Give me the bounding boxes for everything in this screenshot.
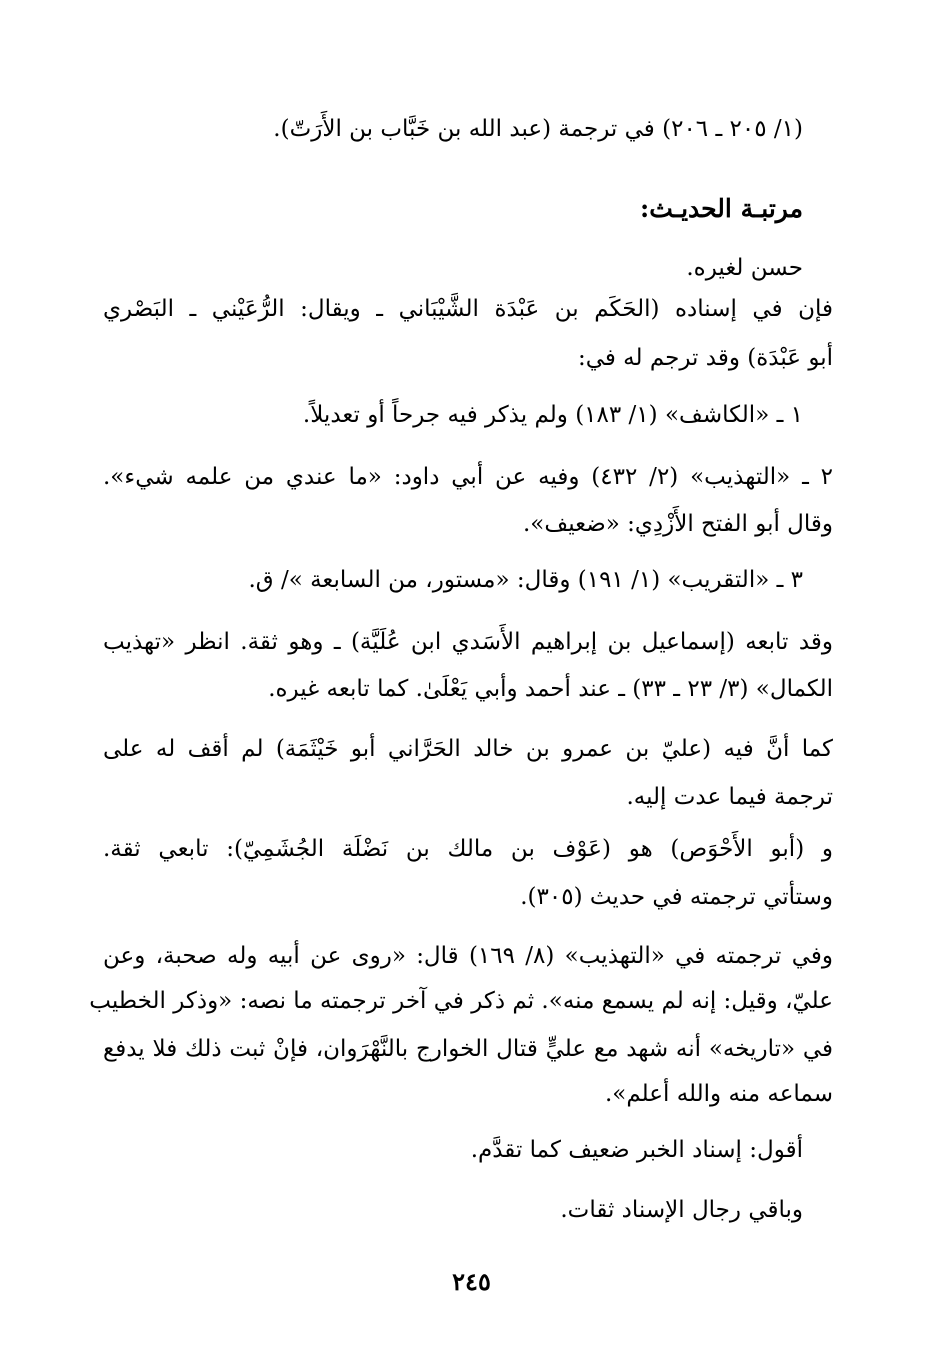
- paragraph-line: فإن في إسناده (الحَكَم بن عَبْدَة الشَّيْبَاني ـ ويقال: الرُّعَيْني ـ البَصْري: [103, 296, 833, 322]
- list-item-2-continuation: وقال أبو الفتح الأَزْدِي: «ضعيف».: [523, 511, 833, 537]
- conclusion-line: وباقي رجال الإسناد ثقات.: [560, 1197, 803, 1223]
- list-item-1: ١ ـ «الكاشف» (١/ ١٨٣) ولم يذكر فيه جرحاً أو تعديلاً.: [302, 402, 803, 428]
- paragraph-line: عليّ، وقيل: إنه لم يسمع منه». ثم ذكر في آخر ترجمته ما نصه: «وذكر الخطيب: [89, 988, 833, 1014]
- grade-line: حسن لغيره.: [686, 255, 803, 281]
- page-number: ٢٤٥: [452, 1267, 491, 1296]
- paragraph-line: سماعه منه والله أعلم».: [604, 1081, 833, 1107]
- paragraph-line: وقد تابعه (إسماعيل بن إبراهيم الأَسَدي ابن عُلَيَّة) ـ وهو ثقة. انظر «تهذيب: [103, 629, 833, 655]
- paragraph-line: ترجمة فيما عدت إليه.: [626, 784, 833, 810]
- paragraph-line: كما أنَّ فيه (عليّ بن عمرو بن خالد الحَرَّاني أبو خَيْثَمَة) لم أقف له على: [103, 736, 833, 762]
- paragraph-line: وفي ترجمته في «التهذيب» (٨/ ١٦٩) قال: «روى عن أبيه وله صحبة، وعن: [103, 943, 833, 969]
- citation-line: (١/ ٢٠٥ ـ ٢٠٦) في ترجمة (عبد الله بن خَبَّاب بن الأَرَتّ).: [273, 116, 803, 142]
- paragraph-line: في «تاريخه» أنه شهد مع عليٍّ قتال الخوارج بالنَّهْرَوان، فإنْ ثبت ذلك فلا يدفع: [103, 1036, 833, 1062]
- section-heading: مرتبـة الحديـث:: [639, 194, 803, 223]
- paragraph-line: الكمال» (٣/ ٢٣ ـ ٣٣) ـ عند أحمد وأبي يَعْلَىٰ. كما تابعه غيره.: [268, 676, 833, 702]
- conclusion-line: أقول: إسناد الخبر ضعيف كما تقدَّم.: [470, 1137, 803, 1163]
- list-item-2: ٢ ـ «التهذيب» (٢/ ٤٣٢) وفيه عن أبي داود: «ما عندي من علمه شيء».: [103, 464, 833, 490]
- paragraph-line: و (أبو الأَحْوَص) هو (عَوْف بن مالك بن نَضْلَة الجُشَمِيّ): تابعي ثقة.: [103, 836, 833, 862]
- paragraph-line: وستأتي ترجمته في حديث (٣٠٥).: [520, 884, 833, 910]
- paragraph-line: أبو عَبْدَة) وقد ترجم له في:: [577, 345, 833, 371]
- list-item-3: ٣ ـ «التقريب» (١/ ١٩١) وقال: «مستور، من السابعة »/ ق.: [248, 567, 803, 593]
